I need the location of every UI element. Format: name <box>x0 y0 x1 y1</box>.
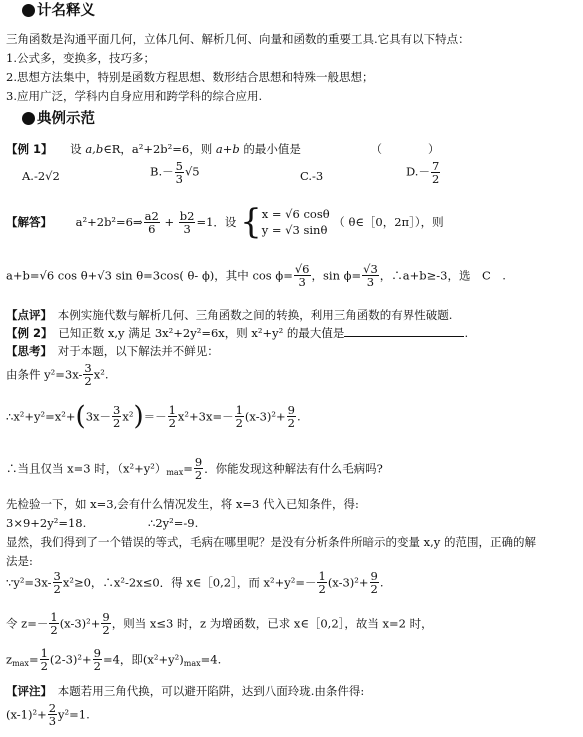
solution-1-line-1: 【解答】 a²+2b²=6⇒ $\frac{a2}{6}$ + $\frac{b2}{3}$ =1．设 { x = √6 cosθ y = √3 sinθ （ θ∈［0，2π］），则 <box>6 202 444 242</box>
example-1-options <box>6 158 576 192</box>
section-title-method: 计名释义 <box>22 4 95 18</box>
option-a: A.-2√2 <box>22 169 60 183</box>
option-d: D.－ $\frac{7}{2}$ <box>406 159 440 186</box>
answer-blank <box>344 326 464 337</box>
check-line-4: 法是: <box>6 554 33 568</box>
intro-line-3: 2.思想方法集中，特别是函数方程思想、数形结合思想和特殊一般思想； <box>6 70 374 84</box>
derivation-line: ∴x²+y²=x²+(3x－ $\frac{3}{2}$ x²)＝－ $\frac{1}{2}$ x²+3x=－ $\frac{1}{2}$ (x-3)²+ $\frac{9}{2}$ . <box>6 401 301 432</box>
check-line-3: 显然，我们得到了一个错误的等式，毛病在哪里呢？是没有分析条件所暗示的变量 x,y 的范围，正确的解 <box>6 535 536 549</box>
option-c: C.-3 <box>300 169 324 183</box>
bullet-icon <box>22 112 35 125</box>
section-title-examples: 典例示范 <box>22 112 95 126</box>
solution-1-line-2: a+b=√6 cos θ+√3 sin θ=3cos( θ- ϕ)，其中 cos ϕ= $\frac{√6}{3}$ ，sin ϕ= $\frac{√3}{3}$ ，∴a+b≥-3，选 C . <box>6 262 506 289</box>
system-brace: { <box>240 202 262 242</box>
option-b: B.－ $\frac{5}{3}$ √5 <box>150 159 200 186</box>
wrong-conclusion-line: ∴当且仅当 x=3 时，$(x^2+y^2)_{max}=$ $\frac{9}{2}$ ．你能发现这种解法有什么毛病吗? <box>6 455 383 482</box>
example-2-stem: 【例 2】 已知正数 x,y 满足 3x²+2y²=6x，则 x²+y² 的最大值是 . <box>6 326 469 340</box>
check-line-1: 先检验一下，如 x=3,会有什么情况发生，将 x=3 代入已知条件，得: <box>6 497 359 511</box>
intro-line-2: 1.公式多，变换多，技巧多； <box>6 51 155 65</box>
note-line: 【评注】 本题若用三角代换，可以避开陷阱，达到八面玲珑.由条件得: <box>6 684 365 698</box>
equation-system: x = √6 cosθ y = √3 sinθ <box>261 207 330 237</box>
let-z-line: 令 z=－ $\frac{1}{2}$ (x-3)²+ $\frac{9}{2}$ ，则当 x≤3 时，z 为增函数，已求 x∈［0,2］，故当 x=2 时， <box>6 610 433 637</box>
final-equation-line: (x-1)²+ $\frac{2}{3}$ y²=1. <box>6 701 90 728</box>
comment-1: 【点评】 本例实施代数与解析几何、三角函数之间的转换，利用三角函数的有界性破题. <box>6 308 453 322</box>
example-1-stem: 【例 1】 设 a,b∈R，a²+2b²=6，则 a+b 的最小值是 （ ） <box>6 142 440 156</box>
zmax-line: $z_{max}=$ $\frac{1}{2}$ (2-3)²+ $\frac{9}{2}$ =4，即$(x^2+y^2)_{max}=4$. <box>6 646 222 673</box>
correct-solution-line: ∵y²=3x- $\frac{3}{2}$ x²≥0，∴x²-2x≤0．得 x∈［0,2］，而 x²+y²=－ $\frac{1}{2}$ (x-3)²+ $\frac{9}{2}$ . <box>6 569 384 596</box>
think-line: 【思考】 对于本题，以下解法并不鲜见： <box>6 344 219 358</box>
bullet-icon <box>22 4 35 17</box>
intro-line-1: 三角函数是沟通平面几何，立体几何、解析几何、向量和函数的重要工具.它具有以下特点： <box>6 32 470 46</box>
condition-line: 由条件 y²=3x- $\frac{3}{2}$ x². <box>6 361 109 388</box>
intro-line-4: 3.应用广泛，学科内自身应用和跨学科的综合应用. <box>6 89 263 103</box>
check-line-2: 3×9+2y²=18. ∴2y²=-9. <box>6 516 199 530</box>
